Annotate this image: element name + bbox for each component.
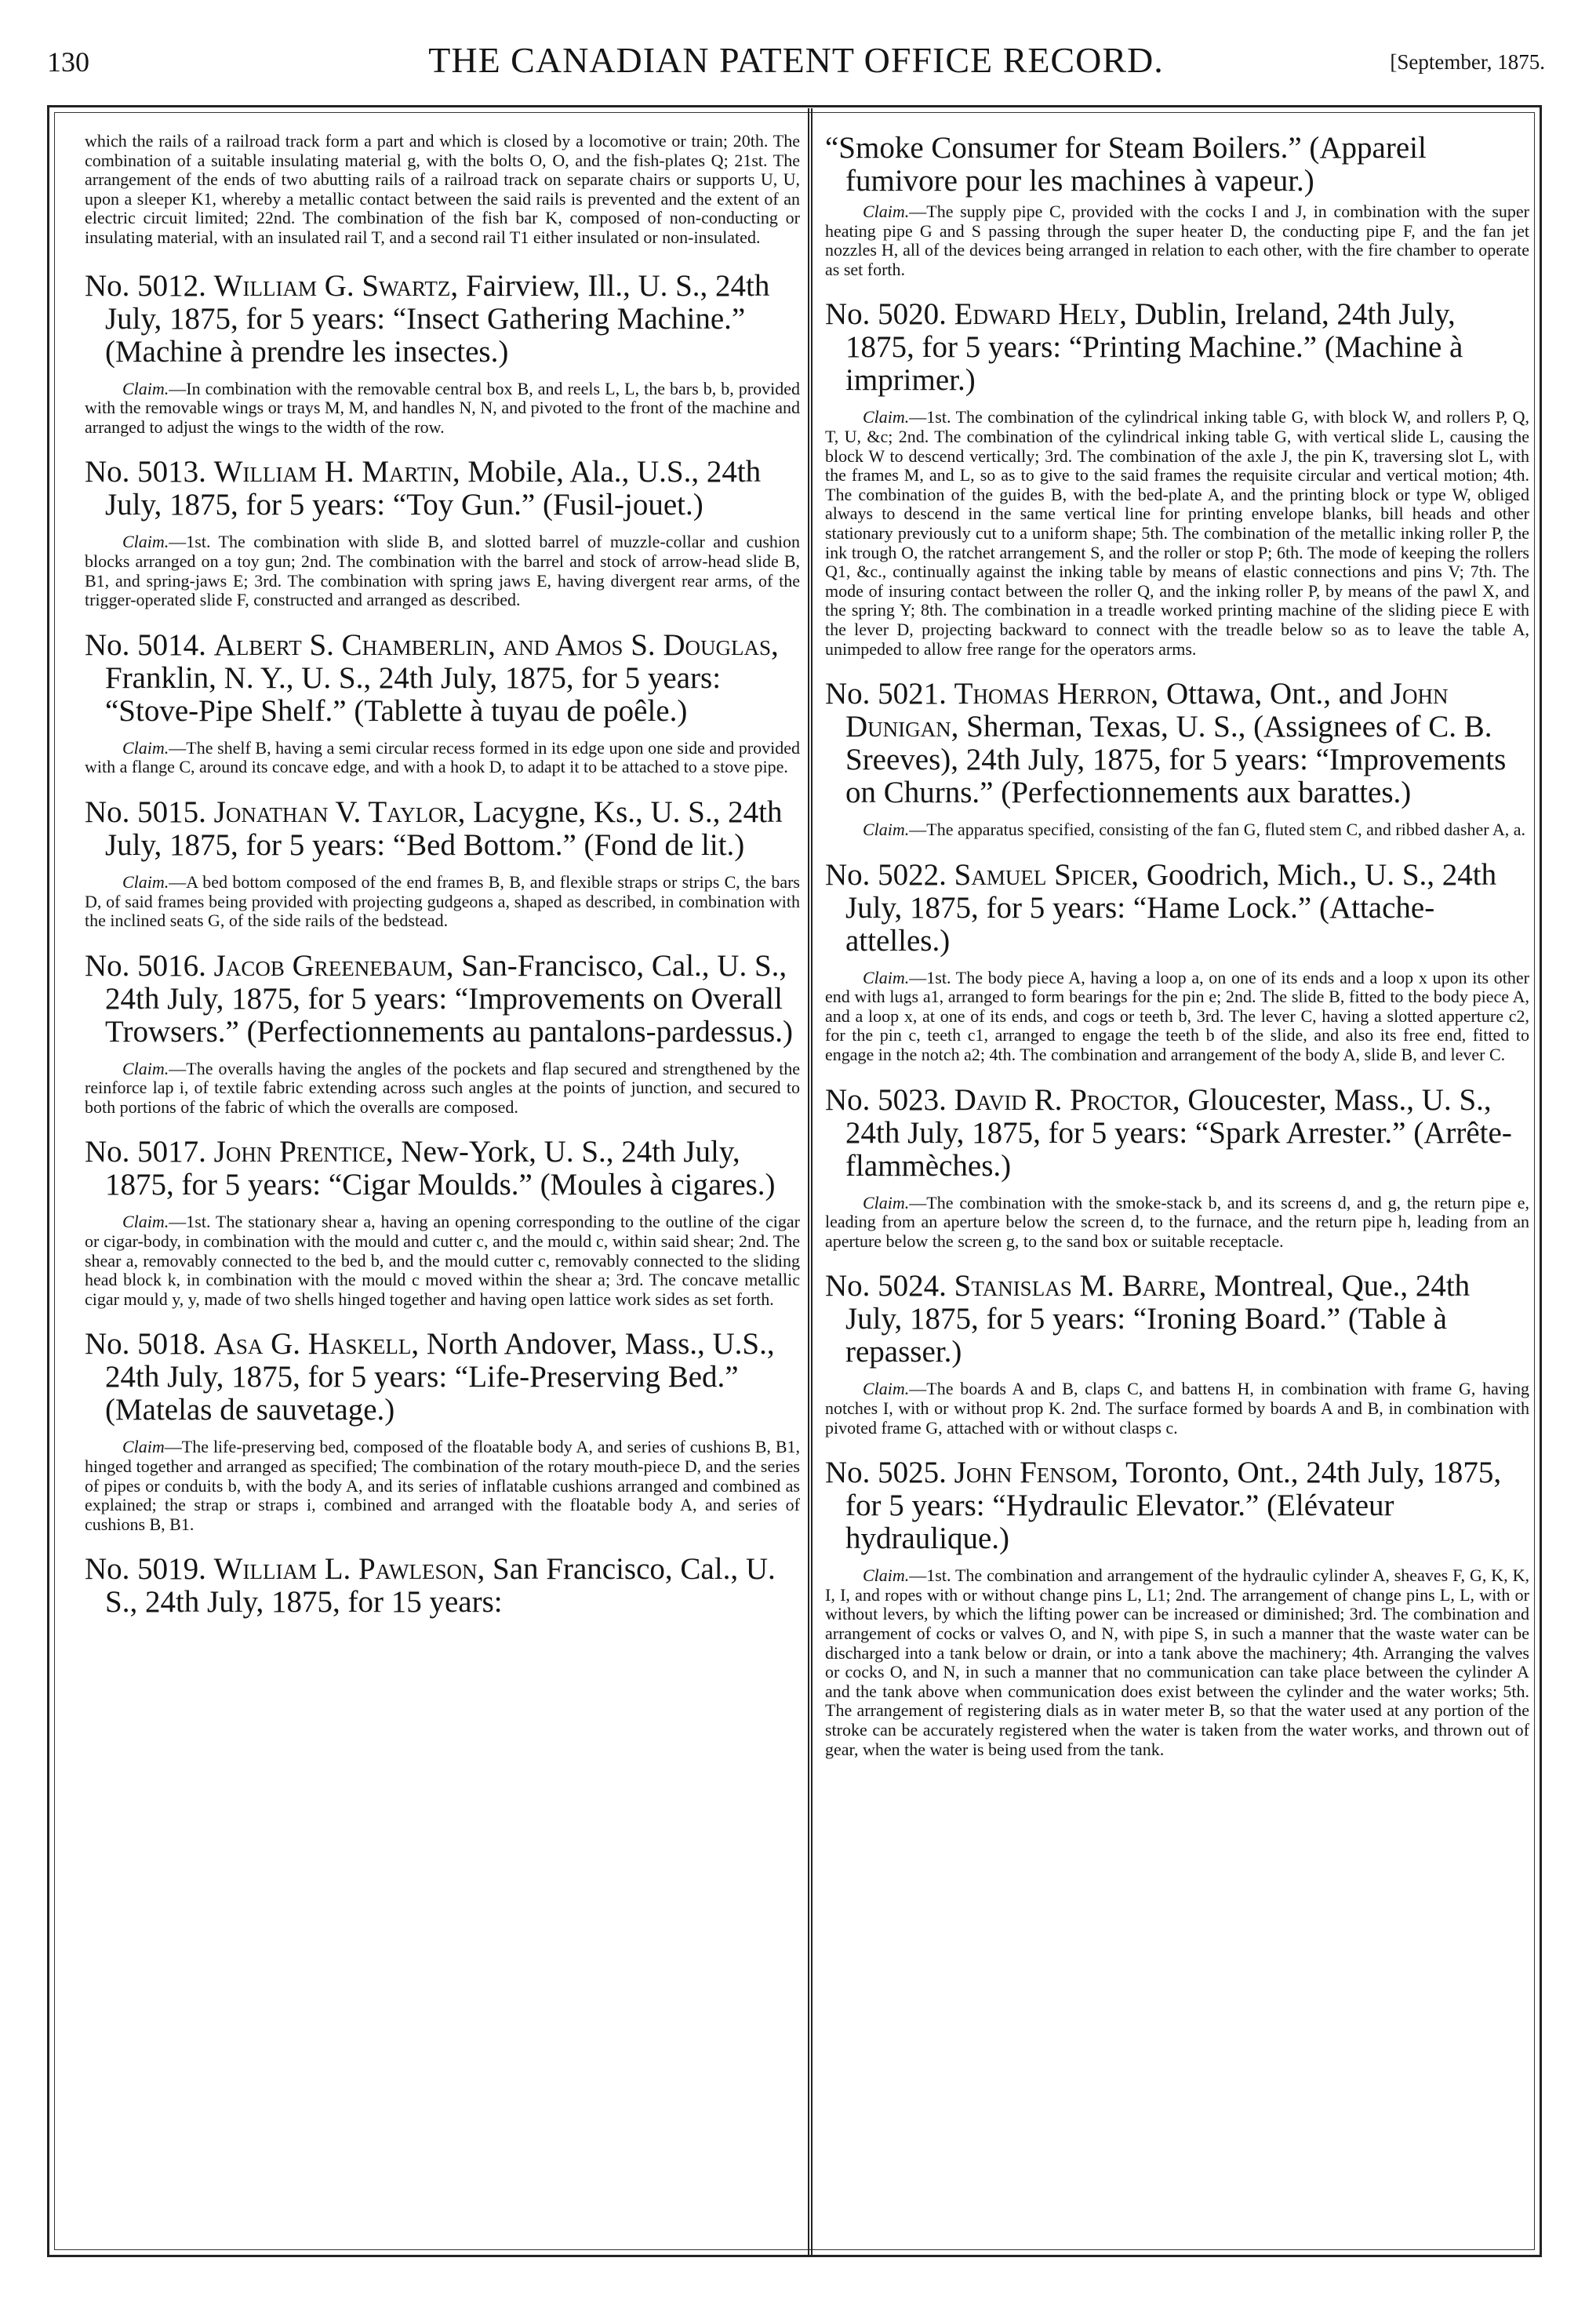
patent-entry-5024 (825, 1270, 1529, 1438)
patent-number: No. 5016. (85, 948, 206, 983)
inventor-name: Jonathan V. Taylor, (213, 794, 466, 829)
patent-details: Montreal, Que., 24th July, 1875, for 5 years: “Ironing Board.” (845, 1269, 1471, 1336)
patent-number: No. 5013. (85, 455, 206, 489)
patent-details: Gloucester, Mass., U. S., 24th July, 1875, for 5 years: “Spark Arrester.” (845, 1082, 1492, 1150)
patent-entry-5020 (825, 298, 1529, 659)
patent-details: Dublin, Ireland, 24th July, 1875, for 5 years: “Printing Machine.” (845, 297, 1456, 365)
entry-title (85, 1328, 800, 1427)
claim-text (85, 1438, 800, 1534)
french-title: (Perfectionnements au pantalons-pardessus.) (246, 1014, 793, 1049)
claim-label: Claim. (122, 1212, 169, 1232)
french-title: (Arrête-flammèches.) (845, 1115, 1512, 1183)
entry-title (85, 456, 800, 522)
inventor-name: John Prentice, (213, 1135, 394, 1169)
patent-details: Mobile, Ala., U.S., 24th July, 1875, for 5 years: “Toy Gun.” (105, 455, 762, 522)
claim-label: Claim. (863, 1379, 910, 1399)
patent-number: No. 5023. (825, 1082, 947, 1117)
claim-text (85, 873, 800, 931)
page-number: 130 (47, 46, 89, 78)
claim-text (825, 202, 1529, 279)
patent-number: No. 5018. (85, 1327, 206, 1362)
entry-title (825, 1084, 1529, 1183)
patent-entry-5019 (85, 1553, 800, 1619)
entry-title (825, 859, 1529, 958)
claim-text (825, 1380, 1529, 1438)
entry-title (85, 796, 800, 862)
continued-claim-text: which the rails of a railroad track form a part and which is closed by a locomotive or train; 20th. The combination of a suitable insulating material g, with the bolts O, O, and the fish-plates Q; 21st. The arrangement of the ends of two abutting rails of a railroad track on separate chairs or supports U, U, upon a sleeper K1, whereby a metallic contact between the said rails is prevented and the extent of an electric circuit limited; 22nd. The combination of the fish bar K, composed of non-conducting or insulating material, with an insulated rail T, and a second rail T1 either insulated or non-insulated. (85, 132, 800, 247)
claim-label: Claim. (863, 1192, 910, 1212)
patent-number: No. 5019. (85, 1552, 206, 1587)
invention-title: “Smoke Consumer for Steam Boilers.” (825, 132, 1302, 165)
patent-entry-5017 (85, 1136, 800, 1309)
french-title: (Attache-attelles.) (845, 890, 1435, 958)
patent-entry-5025 (825, 1456, 1529, 1759)
patent-number: No. 5022. (825, 857, 947, 892)
inventor-name: Edward Hely, (954, 297, 1127, 332)
inventor-name: Asa G. Haskell, (213, 1327, 420, 1362)
patent-details: San Francisco, Cal., U. S., 24th July, 1875, for 15 years: (105, 1552, 776, 1620)
claim-body: —1st. The body piece A, having a loop a, on one of its ends and a loop x upon its other end with lugs a1, arranged to form bearings for the pin e; 2nd. The slide B, fitted to the body piece A, and a loop x, at one of its ends, and cogs or teeth b, 3rd. The lever C, having a slotted apperture c2, for the pin c, teeth c1, arranged to engage the teeth b of the slide, and also its free end, fitted to engage in the notch a2; 4th. The combination and arrangement of the body A, slide B, and lever C. (825, 967, 1529, 1065)
patent-details: New-York, U. S., 24th July, 1875, for 5 years: “Cigar Moulds.” (105, 1135, 740, 1202)
claim-body: —1st. The combination with slide B, and slotted barrel of muzzle-collar and cushion blocks arranged on a toy gun; 2nd. The combination with the barrel and stock of arrow-head slide B, B1, and spring-jaws E; 3rd. The combination with spring jaws E, having divergent rear arms, of the trigger-operated slide F, constructed and arranged as described. (85, 532, 800, 610)
claim-body: —The overalls having the angles of the pockets and flap secured and strengthened by the reinforce lap i, of textile fabric extending across such angles at the points of junction, and secured to both portions of the fabric of which the overalls are composed. (85, 1058, 800, 1117)
french-title: (Elévateur hydraulique.) (845, 1489, 1394, 1556)
claim-label: Claim. (122, 1058, 169, 1078)
patent-details-2: Sherman, Texas, U. S., (Assignees of C. B. Sreeves), 24th July, 1875, for 5 years: “Improvements on Churns.” (845, 710, 1507, 810)
patent-entry-5016 (85, 950, 800, 1118)
entry-title (85, 629, 800, 728)
claim-text (825, 408, 1529, 659)
column-divider (808, 108, 813, 2256)
claim-body: —The combination with the smoke-stack b, and its screens d, and g, the return pipe e, leading from an aperture below the screen d, to the furnace, and the return pipe h, leading from an aperture below the screen g, to the sand box or suitable receptacle. (825, 1192, 1529, 1251)
claim-body: —In combination with the removable central box B, and reels L, L, the bars b, b, provided with the removable wings or trays M, M, and handles N, N, and pivoted to the front of the machine and arranged to adjust the wings to the width of the row. (85, 378, 800, 437)
inventor-name: Albert S. Chamberlin, and Amos S. Douglas, (213, 627, 779, 662)
inventor-name: David R. Proctor, (954, 1082, 1180, 1117)
inventor-name: William L. Pawleson, (213, 1552, 485, 1587)
patent-number: No. 5025. (825, 1456, 947, 1490)
inventor-name: Thomas Herron, (954, 677, 1159, 711)
patent-entry-5018 (85, 1328, 800, 1534)
french-title: (Moules à cigares.) (540, 1168, 776, 1202)
inventor-name: Stanislas M. Barre, (954, 1269, 1207, 1303)
patent-entry-5021 (825, 678, 1529, 840)
patent-number: No. 5015. (85, 794, 206, 829)
claim-text (85, 1212, 800, 1309)
claim-text (85, 533, 800, 609)
claim-text (825, 1194, 1529, 1252)
claim-body: —The boards A and B, claps C, and battens H, in combination with frame G, having notches I, with or without prop K. 2nd. The surface formed by boards A and B, in combination with pivoted frame G, attached with or without clasps c. (825, 1379, 1529, 1438)
claim-label: Claim (122, 1437, 165, 1457)
claim-body: —The life-preserving bed, composed of the floatable body A, and series of cushions B, B1, hinged together and arranged as specified; The combination of the rotary mouth-piece D, and the series of pipes or conduits b, with the body A, and its series of inflatable cushions arranged and combined as explained; the strap or straps i, combined and arranged with the floatable body A, and series of cushions B, B1. (85, 1437, 800, 1534)
french-title: (Fusil-jouet.) (542, 488, 703, 522)
patent-entry-5015 (85, 796, 800, 931)
patent-entry-5023 (825, 1084, 1529, 1252)
entry-title (85, 950, 800, 1049)
page-header (47, 39, 1545, 102)
french-title: (Machine à prendre les insectes.) (105, 334, 509, 369)
patent-number: No. 5017. (85, 1135, 206, 1169)
entry-title (825, 1456, 1529, 1555)
entry-title (825, 678, 1529, 809)
claim-label: Claim. (122, 871, 169, 892)
claim-text (825, 969, 1529, 1065)
patent-details: Franklin, N. Y., U. S., 24th July, 1875, for 5 years: “Stove-Pipe Shelf.” (105, 660, 722, 728)
claim-body: —1st. The combination of the cylindrical inking table G, with block W, and rollers P, Q, T, U, &c; 2nd. The combination of the cylindrical inking table G, with vertical slide L, causing the block W to descend vertically; 3rd. The combination of the axle J, the pin K, traversing slot L, with the frames M, and L, so as to give to the said frames the requisite circular and vertical motion; 4th. The combination of the guides B, with the bed-plate A, and the printing block or type W, obliged always to descend in the same vertical line for printing envelope blanks, bill heads and other stationary previously cut to a uniform shape; 5th. The combination of the metallic inking roller P, the ink trough O, the ratchet arrangement S, and the roller or stop P; 6th. The mode of keeping the rollers Q1, &c., continually against the inking table by means of elastic connections and pins V; 7th. The mode of insuring contact between the roller Q, and the inking roller P, by means of the pawl X, and the spring Y; 8th. The combination in a treadle worked printing machine of the sliding piece E with the lever D, projecting backward to connect with the treadle below so as to leave the table A, unimpeded to allow free range for the operators arms. (825, 407, 1529, 659)
patent-details: Fairview, Ill., U. S., 24th July, 1875, for 5 years: “Insect Gathering Machine.” (105, 268, 770, 336)
french-title: (Machine à imprimer.) (845, 330, 1463, 398)
claim-label: Claim. (863, 1565, 910, 1586)
patent-entry-5013 (85, 456, 800, 609)
patent-number: No. 5024. (825, 1269, 947, 1303)
inventor-name: Samuel Spicer, (954, 857, 1140, 892)
claim-text (85, 739, 800, 777)
claim-body: —The shelf B, having a semi circular recess formed in its edge upon one side and provided with a flange C, around its concave edge, and with a hook D, to adapt it to be attached to a stove pipe. (85, 737, 800, 777)
inventor-name: John Fensom, (954, 1456, 1119, 1490)
claim-label: Claim. (863, 967, 910, 987)
entry-title (825, 1270, 1529, 1369)
entry-title (85, 270, 800, 369)
patent-number: No. 5021. (825, 677, 947, 711)
journal-title: THE CANADIAN PATENT OFFICE RECORD. (428, 40, 1164, 80)
patent-entry-5012 (85, 270, 800, 438)
patent-number: No. 5012. (85, 268, 206, 303)
claim-text (85, 1060, 800, 1118)
patent-entry-5019-continued (825, 132, 1529, 279)
claim-label: Claim. (122, 532, 169, 552)
patent-details: Ottawa, Ont., and (1165, 677, 1391, 711)
right-column (825, 132, 1529, 2241)
claim-text (85, 380, 800, 438)
claim-text (825, 820, 1529, 840)
claim-label: Claim. (863, 820, 910, 840)
inventor-name: Jacob Greenebaum, (213, 948, 454, 983)
claim-body: —1st. The combination and arrangement of the hydraulic cylinder A, sheaves F, G, K, K, I, I, and ropes with or without change pins L, L1; 2nd. The arrangement of change pins L, L, with or without levers, by which the lifting power can be increased or diminished; 3rd. The combination and arrangement of cocks or valves O, and N, with pipe S, in such a manner that the waste water can be discharged into a tank below or drain, or into a tank above the machinery; 4th. Arranging the valves or cocks O, and N, in such a manner that no communication can take place between the cylinder A and the tank above when communication does exist between the cylinder and the water works; 5th. The arrangement of registering dials as in water meter B, so that the water used at any portion of the stroke can be accurately registered when the water is taken from the water works, and thrown out of gear, when the water is being used from the tank. (825, 1565, 1529, 1759)
claim-text (825, 1566, 1529, 1759)
claim-label: Claim. (863, 407, 910, 427)
entry-title (85, 1136, 800, 1202)
inventor-name: William G. Swartz, (213, 268, 459, 303)
entry-title (85, 1553, 800, 1619)
patent-number: No. 5014. (85, 627, 206, 662)
patent-details: Lacygne, Ks., U. S., 24th July, 1875, for 5 years: “Bed Bottom.” (105, 794, 783, 862)
claim-body: —The supply pipe C, provided with the cocks I and J, in combination with the super heating pipe G and S passing through the super heater D, the conducting pipe F, and the fan jet nozzles H, all of the devices being arranged in relation to each other, with the fire chamber to operate as set forth. (825, 202, 1529, 279)
french-title: (Matelas de sauvetage.) (105, 1393, 395, 1427)
claim-label: Claim. (122, 737, 169, 758)
inventor-name: William H. Martin, (213, 455, 460, 489)
patent-details: San-Francisco, Cal., U. S., 24th July, 1875, for 5 years: “Improvements on Overall Trowsers.” (105, 948, 787, 1049)
patent-number: No. 5020. (825, 297, 947, 332)
second-inventor-name: John Dunigan, (845, 677, 1449, 744)
claim-body: —A bed bottom composed of the end frames B, B, and flexible straps or strips C, the bars D, of said frames being provided with projecting gudgeons a, shaped as described, in combination with the inclined seats G, of the side rails of the bedstead. (85, 871, 800, 931)
french-title: (Tablette à tuyau de poêle.) (354, 693, 688, 728)
patent-details: Goodrich, Mich., U. S., 24th July, 1875, for 5 years: “Hame Lock.” (845, 857, 1497, 925)
french-title: (Fond de lit.) (584, 827, 745, 862)
claim-label: Claim. (863, 202, 910, 221)
issue-date: [September, 1875. (1390, 50, 1545, 74)
claim-label: Claim. (122, 378, 169, 398)
french-title: (Appareil fumivore pour les machines à vapeur.) (845, 132, 1427, 198)
entry-title (825, 132, 1529, 198)
claim-body: —1st. The stationary shear a, having an opening corresponding to the outline of the cigar or cigar-body, in combination with the mould and cutter c, and the mould c, within said shear; 2nd. The shear a, removably connected to the bed b, and the mould cutter c, removably connected to the sliding head block k, in combination with the mould c moved within the shear a; 3rd. The concave metallic cigar mould y, y, made of two shells hinged together and having open lattice work sides as set forth. (85, 1212, 800, 1309)
patent-details: North Andover, Mass., U.S., 24th July, 1875, for 5 years: “Life-Preserving Bed.” (105, 1327, 775, 1394)
patent-entry-5022 (825, 859, 1529, 1065)
french-title: (Perfectionnements aux barattes.) (1001, 776, 1412, 810)
left-column (85, 132, 800, 2241)
french-title: (Table à repasser.) (845, 1302, 1447, 1369)
entry-title (825, 298, 1529, 397)
patent-details: Toronto, Ont., 24th July, 1875, for 5 years: “Hydraulic Elevator.” (845, 1456, 1502, 1523)
patent-entry-5014 (85, 629, 800, 777)
claim-body: —The apparatus specified, consisting of the fan G, fluted stem C, and ribbed dasher A, a. (909, 820, 1525, 840)
